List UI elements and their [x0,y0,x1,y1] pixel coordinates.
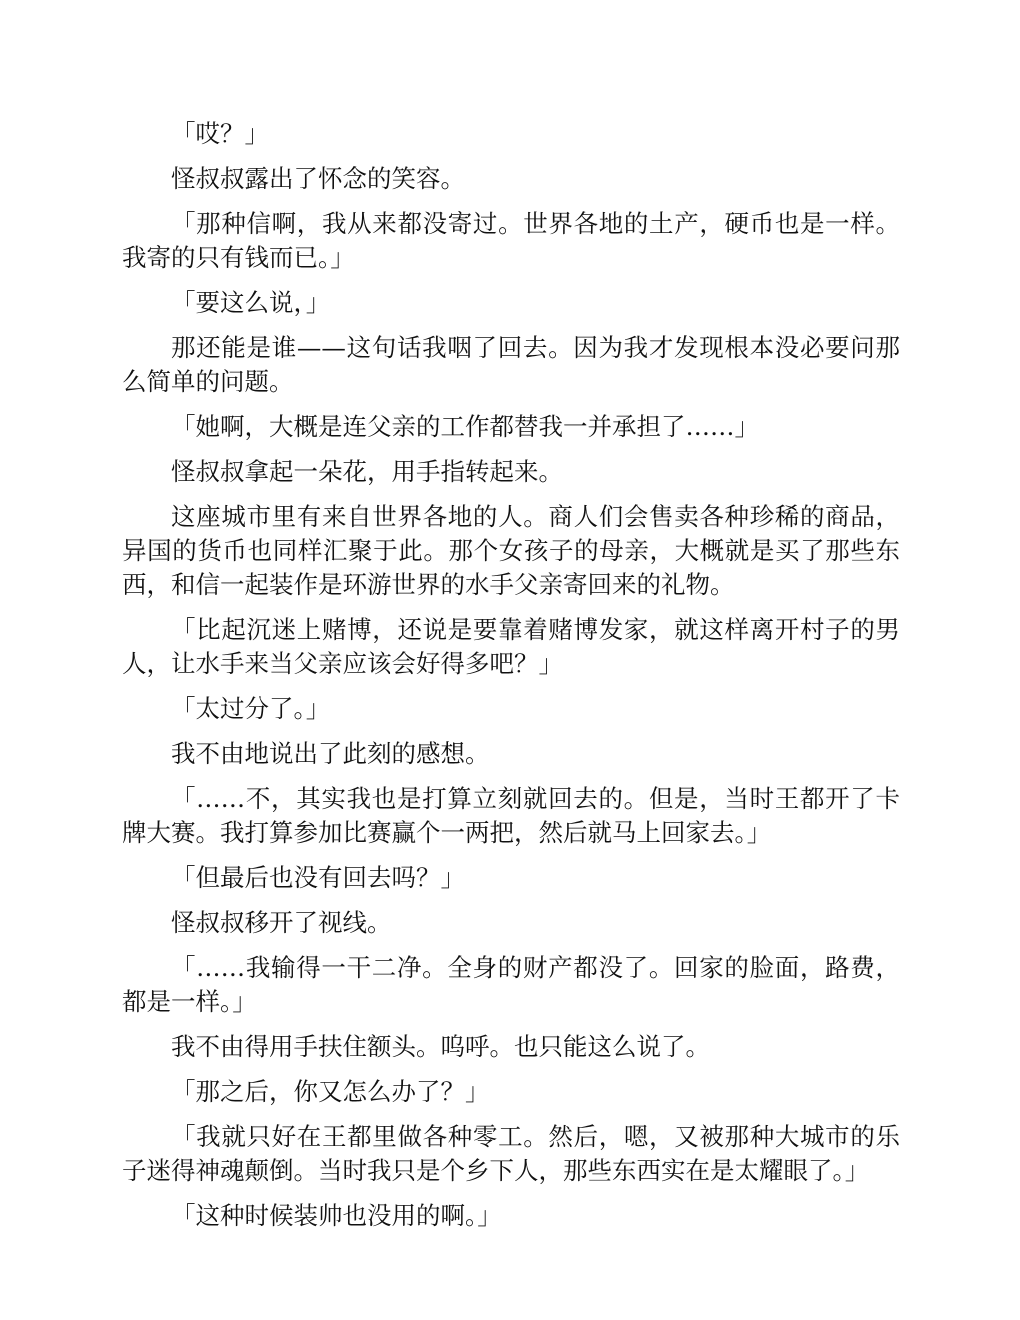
paragraph: 「……不，其实我也是打算立刻就回去的。但是，当时王都开了卡牌大赛。我打算参加比赛赢个一两把，然后就马上回家去。」 [122,784,900,847]
paragraph: 这座城市里有来自世界各地的人。商人们会售卖各种珍稀的商品，异国的货币也同样汇聚于此。那个女孩子的母亲，大概就是买了那些东西，和信一起装作是环游世界的水手父亲寄回来的礼物。 [122,502,900,599]
text-body [122,117,900,1244]
paragraph: 「比起沉迷上赌博，还说是要靠着赌博发家，就这样离开村子的男人，让水手来当父亲应该会好得多吧？」 [122,615,900,678]
paragraph: 「那种信啊，我从来都没寄过。世界各地的土产，硬币也是一样。我寄的只有钱而已。」 [122,209,900,272]
paragraph: 我不由地说出了此刻的感想。 [171,739,490,768]
paragraph: 怪叔叔露出了怀念的笑容。 [171,164,465,193]
paragraph: 「这种时候装帅也没用的啊。」 [171,1201,502,1230]
paragraph: 「太过分了。」 [171,694,331,723]
paragraph: 怪叔叔拿起一朵花，用手指转起来。 [171,457,563,486]
paragraph: 「但最后也没有回去吗？」 [171,863,465,892]
paragraph: 「那之后，你又怎么办了？」 [171,1077,490,1106]
paragraph: 「我就只好在王都里做各种零工。然后，嗯，又被那种大城市的乐子迷得神魂颠倒。当时我只是个乡下人，那些东西实在是太耀眼了。」 [122,1122,900,1185]
paragraph: 那还能是谁——这句话我咽了回去。因为我才发现根本没必要问那么简单的问题。 [122,333,900,396]
paragraph: 怪叔叔移开了视线。 [171,908,392,937]
paragraph: 「要这么说，」 [171,288,331,317]
paragraph: 「哎？」 [171,119,269,148]
paragraph: 我不由得用手扶住额头。呜呼。也只能这么说了。 [171,1032,710,1061]
paragraph: 「她啊，大概是连父亲的工作都替我一并承担了……」 [171,412,759,441]
paragraph: 「……我输得一干二净。全身的财产都没了。回家的脸面，路费，都是一样。」 [122,953,900,1016]
